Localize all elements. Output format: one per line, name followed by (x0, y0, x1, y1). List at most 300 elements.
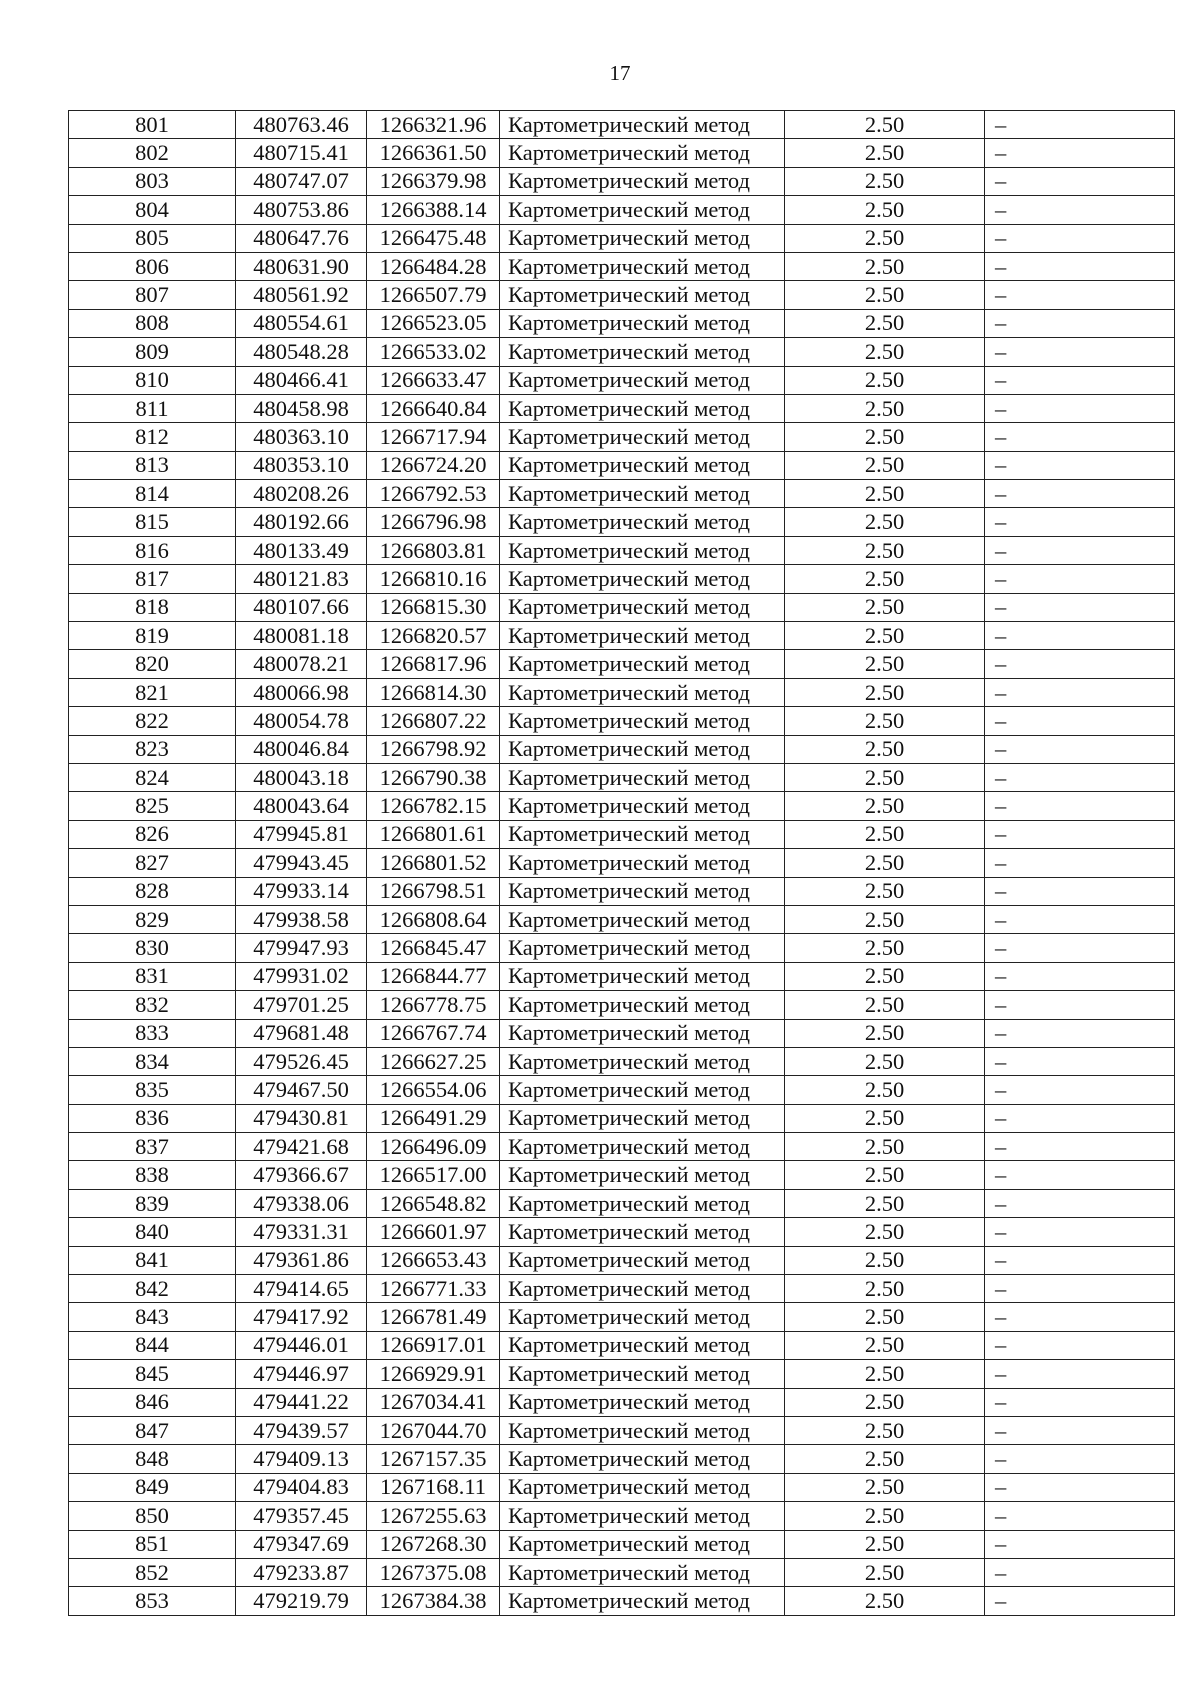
method-cell: Картометрический метод (500, 1275, 785, 1303)
point-number-cell: 825 (69, 792, 236, 820)
table-row (69, 1388, 1175, 1416)
table-row (69, 309, 1175, 337)
x-coordinate-cell: 480208.26 (236, 480, 367, 508)
y-coordinate-cell: 1266523.05 (367, 309, 500, 337)
y-coordinate-cell: 1266808.64 (367, 905, 500, 933)
x-coordinate-cell: 479933.14 (236, 877, 367, 905)
note-cell: – (985, 394, 1175, 422)
note-cell: – (985, 1189, 1175, 1217)
point-number-cell: 851 (69, 1530, 236, 1558)
note-cell: – (985, 678, 1175, 706)
table-row (69, 508, 1175, 536)
y-coordinate-cell: 1266533.02 (367, 338, 500, 366)
point-number-cell: 833 (69, 1019, 236, 1047)
point-number-cell: 829 (69, 905, 236, 933)
table-row (69, 338, 1175, 366)
x-coordinate-cell: 480054.78 (236, 707, 367, 735)
table-row (69, 1587, 1175, 1615)
accuracy-cell: 2.50 (785, 1530, 985, 1558)
y-coordinate-cell: 1266640.84 (367, 394, 500, 422)
note-cell: – (985, 1558, 1175, 1586)
x-coordinate-cell: 480458.98 (236, 394, 367, 422)
y-coordinate-cell: 1266815.30 (367, 593, 500, 621)
table-row (69, 1275, 1175, 1303)
y-coordinate-cell: 1266807.22 (367, 707, 500, 735)
note-cell: – (985, 707, 1175, 735)
accuracy-cell: 2.50 (785, 451, 985, 479)
accuracy-cell: 2.50 (785, 1047, 985, 1075)
table-row (69, 451, 1175, 479)
x-coordinate-cell: 480066.98 (236, 678, 367, 706)
y-coordinate-cell: 1267044.70 (367, 1416, 500, 1444)
accuracy-cell: 2.50 (785, 877, 985, 905)
note-cell: – (985, 763, 1175, 791)
point-number-cell: 824 (69, 763, 236, 791)
y-coordinate-cell: 1267157.35 (367, 1445, 500, 1473)
note-cell: – (985, 1445, 1175, 1473)
point-number-cell: 835 (69, 1076, 236, 1104)
point-number-cell: 849 (69, 1473, 236, 1501)
note-cell: – (985, 1047, 1175, 1075)
note-cell: – (985, 423, 1175, 451)
method-cell: Картометрический метод (500, 508, 785, 536)
table-row (69, 139, 1175, 167)
x-coordinate-cell: 480753.86 (236, 196, 367, 224)
y-coordinate-cell: 1266379.98 (367, 167, 500, 195)
table-row (69, 536, 1175, 564)
note-cell: – (985, 1473, 1175, 1501)
y-coordinate-cell: 1266388.14 (367, 196, 500, 224)
table-row (69, 707, 1175, 735)
y-coordinate-cell: 1266601.97 (367, 1218, 500, 1246)
method-cell: Картометрический метод (500, 1331, 785, 1359)
accuracy-cell: 2.50 (785, 820, 985, 848)
x-coordinate-cell: 479947.93 (236, 934, 367, 962)
note-cell: – (985, 905, 1175, 933)
method-cell: Картометрический метод (500, 1445, 785, 1473)
table-row (69, 792, 1175, 820)
note-cell: – (985, 508, 1175, 536)
accuracy-cell: 2.50 (785, 1161, 985, 1189)
y-coordinate-cell: 1267384.38 (367, 1587, 500, 1615)
y-coordinate-cell: 1266627.25 (367, 1047, 500, 1075)
x-coordinate-cell: 480133.49 (236, 536, 367, 564)
note-cell: – (985, 622, 1175, 650)
point-number-cell: 803 (69, 167, 236, 195)
y-coordinate-cell: 1267168.11 (367, 1473, 500, 1501)
y-coordinate-cell: 1266814.30 (367, 678, 500, 706)
point-number-cell: 845 (69, 1360, 236, 1388)
table-row (69, 1133, 1175, 1161)
y-coordinate-cell: 1266801.52 (367, 849, 500, 877)
accuracy-cell: 2.50 (785, 309, 985, 337)
point-number-cell: 832 (69, 991, 236, 1019)
table-row (69, 1104, 1175, 1132)
x-coordinate-cell: 480043.64 (236, 792, 367, 820)
method-cell: Картометрический метод (500, 394, 785, 422)
point-number-cell: 805 (69, 224, 236, 252)
point-number-cell: 816 (69, 536, 236, 564)
table-row (69, 167, 1175, 195)
accuracy-cell: 2.50 (785, 1388, 985, 1416)
y-coordinate-cell: 1266517.00 (367, 1161, 500, 1189)
y-coordinate-cell: 1266633.47 (367, 366, 500, 394)
y-coordinate-cell: 1266771.33 (367, 1275, 500, 1303)
note-cell: – (985, 196, 1175, 224)
table-row (69, 1331, 1175, 1359)
y-coordinate-cell: 1266767.74 (367, 1019, 500, 1047)
accuracy-cell: 2.50 (785, 678, 985, 706)
table-row (69, 1558, 1175, 1586)
accuracy-cell: 2.50 (785, 1275, 985, 1303)
point-number-cell: 846 (69, 1388, 236, 1416)
y-coordinate-cell: 1266548.82 (367, 1189, 500, 1217)
table-row (69, 281, 1175, 309)
note-cell: – (985, 451, 1175, 479)
y-coordinate-cell: 1266810.16 (367, 565, 500, 593)
point-number-cell: 852 (69, 1558, 236, 1586)
point-number-cell: 812 (69, 423, 236, 451)
method-cell: Картометрический метод (500, 366, 785, 394)
method-cell: Картометрический метод (500, 536, 785, 564)
point-number-cell: 821 (69, 678, 236, 706)
method-cell: Картометрический метод (500, 593, 785, 621)
method-cell: Картометрический метод (500, 1416, 785, 1444)
note-cell: – (985, 565, 1175, 593)
table-row (69, 1473, 1175, 1501)
accuracy-cell: 2.50 (785, 1104, 985, 1132)
point-number-cell: 807 (69, 281, 236, 309)
table-row (69, 224, 1175, 252)
note-cell: – (985, 1587, 1175, 1615)
method-cell: Картометрический метод (500, 1473, 785, 1501)
table-row (69, 423, 1175, 451)
table-row (69, 934, 1175, 962)
accuracy-cell: 2.50 (785, 849, 985, 877)
accuracy-cell: 2.50 (785, 480, 985, 508)
table-row (69, 991, 1175, 1019)
point-number-cell: 848 (69, 1445, 236, 1473)
accuracy-cell: 2.50 (785, 962, 985, 990)
accuracy-cell: 2.50 (785, 650, 985, 678)
accuracy-cell: 2.50 (785, 1246, 985, 1274)
note-cell: – (985, 1275, 1175, 1303)
accuracy-cell: 2.50 (785, 224, 985, 252)
x-coordinate-cell: 479931.02 (236, 962, 367, 990)
note-cell: – (985, 1388, 1175, 1416)
table-row (69, 1019, 1175, 1047)
note-cell: – (985, 252, 1175, 280)
method-cell: Картометрический метод (500, 565, 785, 593)
x-coordinate-cell: 480043.18 (236, 763, 367, 791)
table-row (69, 1360, 1175, 1388)
x-coordinate-cell: 480121.83 (236, 565, 367, 593)
y-coordinate-cell: 1266554.06 (367, 1076, 500, 1104)
table-row (69, 763, 1175, 791)
y-coordinate-cell: 1267034.41 (367, 1388, 500, 1416)
accuracy-cell: 2.50 (785, 536, 985, 564)
table-row (69, 650, 1175, 678)
note-cell: – (985, 480, 1175, 508)
x-coordinate-cell: 479439.57 (236, 1416, 367, 1444)
accuracy-cell: 2.50 (785, 991, 985, 1019)
x-coordinate-cell: 480107.66 (236, 593, 367, 621)
point-number-cell: 844 (69, 1331, 236, 1359)
point-number-cell: 804 (69, 196, 236, 224)
x-coordinate-cell: 479441.22 (236, 1388, 367, 1416)
table-row (69, 678, 1175, 706)
note-cell: – (985, 934, 1175, 962)
x-coordinate-cell: 480081.18 (236, 622, 367, 650)
note-cell: – (985, 338, 1175, 366)
point-number-cell: 828 (69, 877, 236, 905)
point-number-cell: 843 (69, 1303, 236, 1331)
x-coordinate-cell: 479526.45 (236, 1047, 367, 1075)
method-cell: Картометрический метод (500, 1587, 785, 1615)
point-number-cell: 809 (69, 338, 236, 366)
table-row (69, 1161, 1175, 1189)
method-cell: Картометрический метод (500, 1246, 785, 1274)
point-number-cell: 839 (69, 1189, 236, 1217)
point-number-cell: 836 (69, 1104, 236, 1132)
table-row (69, 1416, 1175, 1444)
method-cell: Картометрический метод (500, 1133, 785, 1161)
method-cell: Картометрический метод (500, 1019, 785, 1047)
table-row (69, 1076, 1175, 1104)
accuracy-cell: 2.50 (785, 252, 985, 280)
x-coordinate-cell: 480561.92 (236, 281, 367, 309)
accuracy-cell: 2.50 (785, 1076, 985, 1104)
x-coordinate-cell: 479357.45 (236, 1502, 367, 1530)
table-row (69, 111, 1175, 139)
x-coordinate-cell: 479681.48 (236, 1019, 367, 1047)
note-cell: – (985, 1133, 1175, 1161)
accuracy-cell: 2.50 (785, 735, 985, 763)
note-cell: – (985, 593, 1175, 621)
x-coordinate-cell: 479366.67 (236, 1161, 367, 1189)
point-number-cell: 847 (69, 1416, 236, 1444)
table-row (69, 1445, 1175, 1473)
accuracy-cell: 2.50 (785, 167, 985, 195)
accuracy-cell: 2.50 (785, 338, 985, 366)
point-number-cell: 838 (69, 1161, 236, 1189)
y-coordinate-cell: 1266717.94 (367, 423, 500, 451)
point-number-cell: 826 (69, 820, 236, 848)
y-coordinate-cell: 1266792.53 (367, 480, 500, 508)
accuracy-cell: 2.50 (785, 366, 985, 394)
accuracy-cell: 2.50 (785, 593, 985, 621)
method-cell: Картометрический метод (500, 1076, 785, 1104)
method-cell: Картометрический метод (500, 1189, 785, 1217)
y-coordinate-cell: 1266781.49 (367, 1303, 500, 1331)
table-row (69, 1189, 1175, 1217)
point-number-cell: 818 (69, 593, 236, 621)
x-coordinate-cell: 479467.50 (236, 1076, 367, 1104)
note-cell: – (985, 1161, 1175, 1189)
accuracy-cell: 2.50 (785, 196, 985, 224)
y-coordinate-cell: 1266491.29 (367, 1104, 500, 1132)
table-row (69, 1218, 1175, 1246)
point-number-cell: 840 (69, 1218, 236, 1246)
x-coordinate-cell: 479945.81 (236, 820, 367, 848)
table-row (69, 565, 1175, 593)
y-coordinate-cell: 1266817.96 (367, 650, 500, 678)
method-cell: Картометрический метод (500, 139, 785, 167)
table-row (69, 962, 1175, 990)
accuracy-cell: 2.50 (785, 1360, 985, 1388)
method-cell: Картометрический метод (500, 423, 785, 451)
note-cell: – (985, 139, 1175, 167)
page-number: 17 (609, 61, 631, 85)
method-cell: Картометрический метод (500, 934, 785, 962)
x-coordinate-cell: 479417.92 (236, 1303, 367, 1331)
accuracy-cell: 2.50 (785, 508, 985, 536)
y-coordinate-cell: 1266321.96 (367, 111, 500, 139)
accuracy-cell: 2.50 (785, 565, 985, 593)
y-coordinate-cell: 1267255.63 (367, 1502, 500, 1530)
x-coordinate-cell: 479219.79 (236, 1587, 367, 1615)
coordinates-table (68, 110, 1175, 1616)
table-row (69, 1530, 1175, 1558)
point-number-cell: 817 (69, 565, 236, 593)
point-number-cell: 810 (69, 366, 236, 394)
table-row (69, 877, 1175, 905)
point-number-cell: 837 (69, 1133, 236, 1161)
x-coordinate-cell: 480363.10 (236, 423, 367, 451)
y-coordinate-cell: 1266801.61 (367, 820, 500, 848)
method-cell: Картометрический метод (500, 905, 785, 933)
point-number-cell: 822 (69, 707, 236, 735)
accuracy-cell: 2.50 (785, 1331, 985, 1359)
table-row (69, 905, 1175, 933)
method-cell: Картометрический метод (500, 1218, 785, 1246)
x-coordinate-cell: 479446.97 (236, 1360, 367, 1388)
table-row (69, 366, 1175, 394)
method-cell: Картометрический метод (500, 111, 785, 139)
y-coordinate-cell: 1266844.77 (367, 962, 500, 990)
accuracy-cell: 2.50 (785, 281, 985, 309)
table-row (69, 196, 1175, 224)
table-row (69, 735, 1175, 763)
note-cell: – (985, 650, 1175, 678)
y-coordinate-cell: 1266790.38 (367, 763, 500, 791)
note-cell: – (985, 962, 1175, 990)
y-coordinate-cell: 1266820.57 (367, 622, 500, 650)
x-coordinate-cell: 480078.21 (236, 650, 367, 678)
note-cell: – (985, 991, 1175, 1019)
note-cell: – (985, 309, 1175, 337)
x-coordinate-cell: 479938.58 (236, 905, 367, 933)
note-cell: – (985, 224, 1175, 252)
method-cell: Картометрический метод (500, 252, 785, 280)
method-cell: Картометрический метод (500, 877, 785, 905)
note-cell: – (985, 1331, 1175, 1359)
y-coordinate-cell: 1266845.47 (367, 934, 500, 962)
note-cell: – (985, 1218, 1175, 1246)
method-cell: Картометрический метод (500, 1047, 785, 1075)
x-coordinate-cell: 479446.01 (236, 1331, 367, 1359)
note-cell: – (985, 792, 1175, 820)
accuracy-cell: 2.50 (785, 1416, 985, 1444)
note-cell: – (985, 1076, 1175, 1104)
accuracy-cell: 2.50 (785, 1587, 985, 1615)
method-cell: Картометрический метод (500, 1558, 785, 1586)
y-coordinate-cell: 1267375.08 (367, 1558, 500, 1586)
method-cell: Картометрический метод (500, 338, 785, 366)
y-coordinate-cell: 1267268.30 (367, 1530, 500, 1558)
table-row (69, 1047, 1175, 1075)
method-cell: Картометрический метод (500, 792, 785, 820)
x-coordinate-cell: 479347.69 (236, 1530, 367, 1558)
note-cell: – (985, 1019, 1175, 1047)
point-number-cell: 827 (69, 849, 236, 877)
table-row (69, 622, 1175, 650)
accuracy-cell: 2.50 (785, 139, 985, 167)
x-coordinate-cell: 480554.61 (236, 309, 367, 337)
method-cell: Картометрический метод (500, 650, 785, 678)
y-coordinate-cell: 1266929.91 (367, 1360, 500, 1388)
y-coordinate-cell: 1266778.75 (367, 991, 500, 1019)
method-cell: Картометрический метод (500, 678, 785, 706)
accuracy-cell: 2.50 (785, 1133, 985, 1161)
note-cell: – (985, 366, 1175, 394)
point-number-cell: 815 (69, 508, 236, 536)
y-coordinate-cell: 1266475.48 (367, 224, 500, 252)
x-coordinate-cell: 479414.65 (236, 1275, 367, 1303)
accuracy-cell: 2.50 (785, 792, 985, 820)
y-coordinate-cell: 1266798.92 (367, 735, 500, 763)
point-number-cell: 820 (69, 650, 236, 678)
point-number-cell: 811 (69, 394, 236, 422)
accuracy-cell: 2.50 (785, 707, 985, 735)
point-number-cell: 814 (69, 480, 236, 508)
table-row (69, 593, 1175, 621)
accuracy-cell: 2.50 (785, 1303, 985, 1331)
accuracy-cell: 2.50 (785, 1189, 985, 1217)
x-coordinate-cell: 479233.87 (236, 1558, 367, 1586)
y-coordinate-cell: 1266782.15 (367, 792, 500, 820)
method-cell: Картометрический метод (500, 962, 785, 990)
note-cell: – (985, 877, 1175, 905)
method-cell: Картометрический метод (500, 451, 785, 479)
point-number-cell: 823 (69, 735, 236, 763)
accuracy-cell: 2.50 (785, 934, 985, 962)
method-cell: Картометрический метод (500, 1388, 785, 1416)
point-number-cell: 841 (69, 1246, 236, 1274)
accuracy-cell: 2.50 (785, 1558, 985, 1586)
point-number-cell: 853 (69, 1587, 236, 1615)
coordinates-table-body (69, 111, 1175, 1616)
method-cell: Картометрический метод (500, 480, 785, 508)
x-coordinate-cell: 479361.86 (236, 1246, 367, 1274)
note-cell: – (985, 1303, 1175, 1331)
point-number-cell: 801 (69, 111, 236, 139)
method-cell: Картометрический метод (500, 707, 785, 735)
y-coordinate-cell: 1266796.98 (367, 508, 500, 536)
x-coordinate-cell: 480466.41 (236, 366, 367, 394)
x-coordinate-cell: 480647.76 (236, 224, 367, 252)
note-cell: – (985, 536, 1175, 564)
note-cell: – (985, 1416, 1175, 1444)
method-cell: Картометрический метод (500, 622, 785, 650)
x-coordinate-cell: 480192.66 (236, 508, 367, 536)
table-row (69, 252, 1175, 280)
note-cell: – (985, 167, 1175, 195)
x-coordinate-cell: 480631.90 (236, 252, 367, 280)
method-cell: Картометрический метод (500, 167, 785, 195)
note-cell: – (985, 1246, 1175, 1274)
table-row (69, 1303, 1175, 1331)
